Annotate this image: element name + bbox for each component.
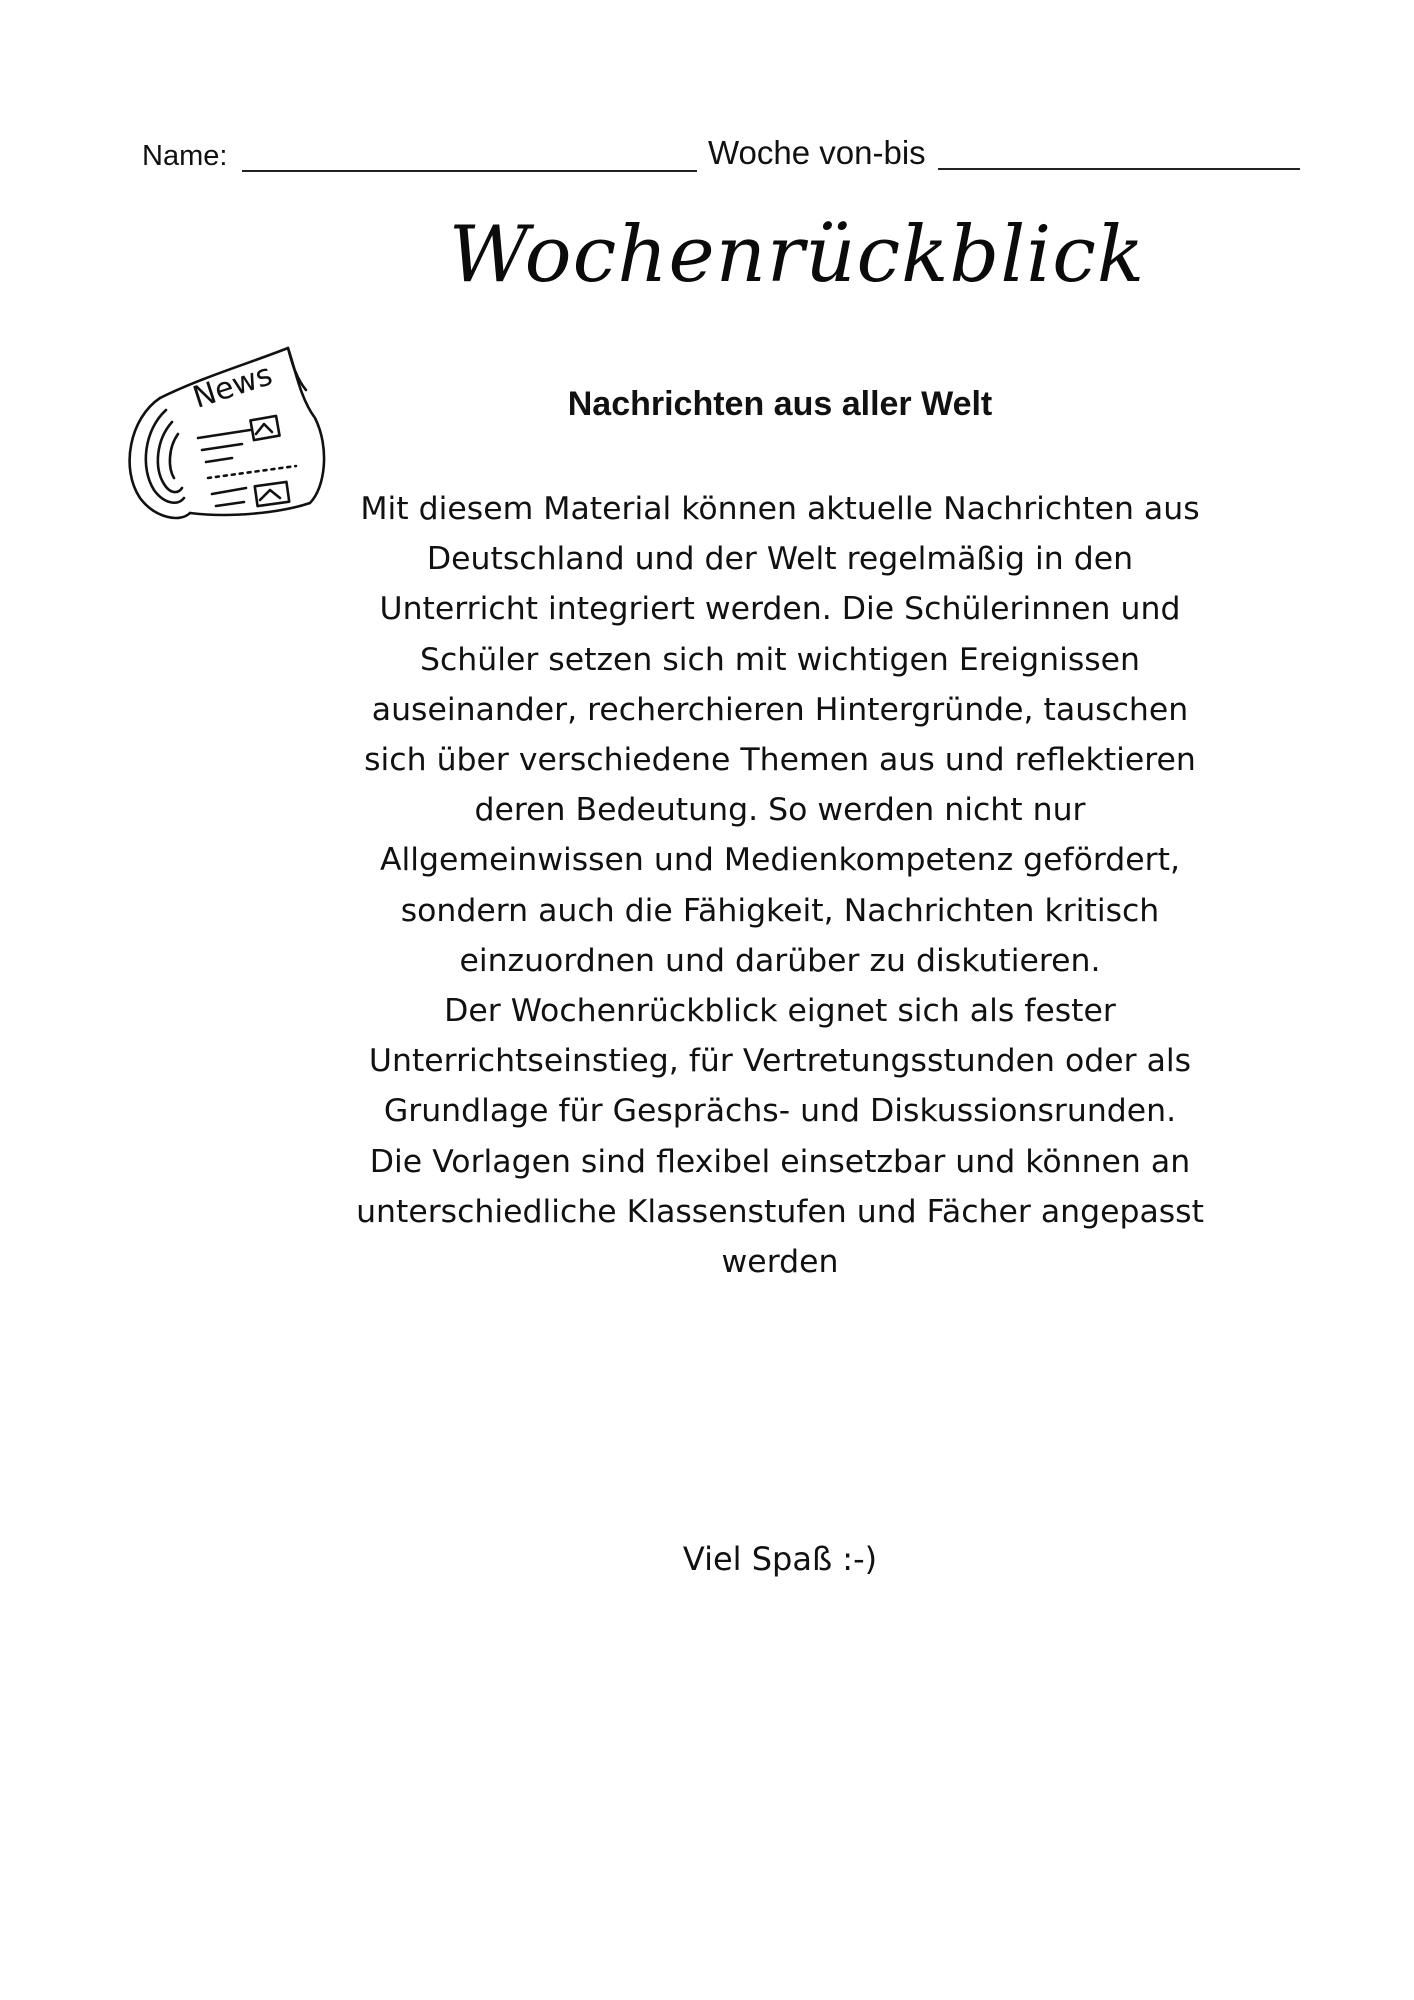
subtitle: Nachrichten aus aller Welt: [567, 385, 993, 423]
intro-text: [355, 484, 1205, 1287]
newspaper-icon: [120, 338, 330, 538]
intro-paragraph-1: Mit diesem Material können aktuelle Nachrichten aus Deutschland und der Welt regelmäßig in den Unterricht integriert werden. Die Schülerinnen und Schüler setzen sich mit wichtigen Ereignissen auseinander, recherchieren Hintergründe, tauschen sich über verschiedene Themen aus und reflektieren deren Bedeutung. So werden nicht nur Allgemeinwissen und Medienkompetenz gefördert, sondern auch die Fähigkeit, Nachrichten kritisch einzuordnen und darüber zu diskutieren.: [360, 491, 1200, 979]
name-label: Name:: [142, 140, 228, 172]
newspaper-text: News: [188, 357, 277, 416]
header: [0, 0, 1414, 200]
intro-paragraph-2: Der Wochenrückblick eignet sich als fester Unterrichtseinstieg, für Vertretungsstunden oder als Grundlage für Gesprächs- und Diskussionsrunden. Die Vorlagen sind flexibel einsetzbar und können an unterschiedliche Klassenstufen und Fächer angepasst werden: [356, 993, 1204, 1281]
week-field-line[interactable]: [938, 168, 1300, 170]
name-field-line[interactable]: [242, 170, 697, 172]
closing-text: Viel Spaß :-): [682, 1540, 878, 1578]
page-title: Wochenrückblick: [448, 210, 1146, 300]
week-label: Woche von-bis: [708, 134, 926, 171]
